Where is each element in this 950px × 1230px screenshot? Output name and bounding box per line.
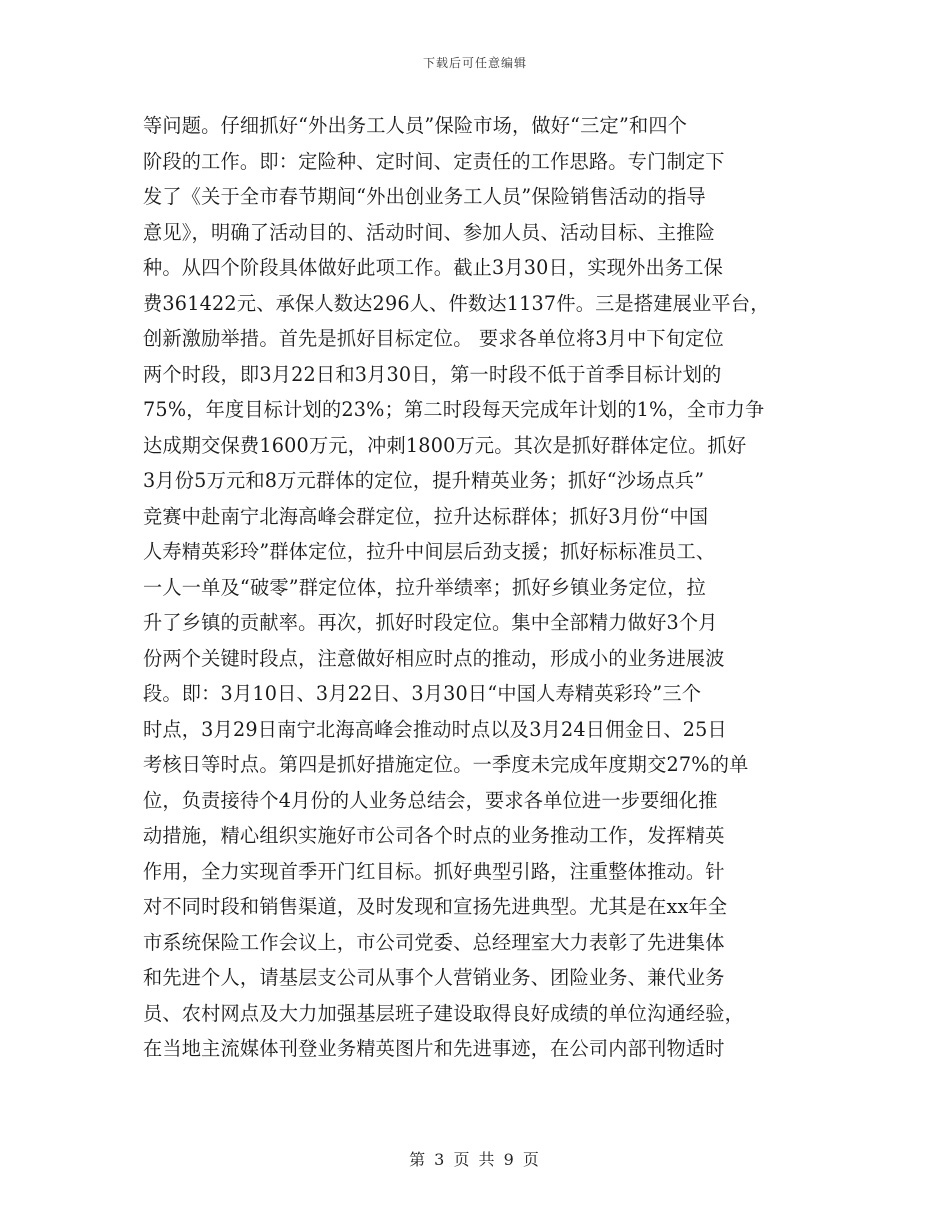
text-line: 75%，年度目标计划的23%；第二时段每天完成年计划的1%，全市力争 [143, 398, 765, 421]
text-line: 阶段的工作。即：定险种、定时间、定责任的工作思路。专门制定下 [143, 149, 725, 173]
text-line: 位，负责接待个4月份的人业务总结会，要求各单位进一步要细化推 [143, 788, 718, 812]
text-line: 两个时段，即3月22日和3月30日，第一时段不低于首季目标计划的 [143, 362, 722, 386]
text-line: 人寿精英彩玲”群体定位，拉升中间层后劲支援；抓好标标准员工、 [143, 540, 716, 563]
text-line: 时点，3月29日南宁北海高峰会推动时点以及3月24日佣金日、25日 [143, 717, 727, 741]
text-line: 等问题。仔细抓好“外出务工人员”保险市场，做好“三定”和四个 [143, 114, 688, 137]
text-line: 费361422元、承保人数达296人、件数达1137件。三是搭建展业平台， [143, 291, 770, 315]
text-line: 作用，全力实现首季开门红目标。抓好典型引路，注重整体推动。针 [143, 859, 725, 883]
text-line: 对不同时段和销售渠道，及时发现和宣扬先进典型。尤其是在xx年全 [143, 895, 728, 918]
text-line: 发了《关于全市春节期间“外出创业务工人员”保险销售活动的指导 [143, 185, 706, 208]
text-line: 段。即：3月10日、3月22日、3月30日“中国人寿精英彩玲”三个 [143, 682, 702, 705]
text-line: 升了乡镇的贡献率。再次，抓好时段定位。集中全部精力做好3个月 [143, 611, 718, 634]
text-line: 在当地主流媒体刊登业务精英图片和先进事迹，在公司内部刊物适时 [143, 1037, 725, 1060]
text-line: 种。从四个阶段具体做好此项工作。截止3月30日，实现外出务工保 [143, 256, 724, 279]
page-footer: 第 3 页 共 9 页 [409, 1150, 541, 1169]
text-line: 达成期交保费1600万元，冲刺1800万元。其次是抓好群体定位。抓好 [143, 433, 747, 457]
text-line: 市系统保险工作会议上，市公司党委、总经理室大力表彰了先进集体 [143, 930, 725, 954]
text-line: 动措施，精心组织实施好市公司各个时点的业务推动工作，发挥精英 [143, 824, 725, 847]
page-header-note: 下载后可任意编辑 [422, 56, 527, 70]
text-line: 一人一单及“破零”群定位体，拉升举绩率；抓好乡镇业务定位，拉 [143, 575, 706, 599]
text-line: 考核日等时点。第四是抓好措施定位。一季度未完成年度期交27%的单 [143, 753, 749, 776]
text-line: 意见》，明确了活动目的、活动时间、参加人员、活动目标、主推险 [143, 220, 716, 244]
text-line: 份两个关键时段点，注意做好相应时点的推动，形成小的业务进展波 [143, 646, 725, 670]
text-line: 创新激励举措。首先是抓好目标定位。 要求各单位将3月中下旬定位 [143, 327, 724, 350]
text-line: 和先进个人，请基层支公司从事个人营销业务、团险业务、兼代业务 [143, 966, 725, 989]
text-line: 竞赛中赴南宁北海高峰会群定位，拉升达标群体；抓好3月份“中国 [143, 504, 709, 528]
document-body [143, 108, 833, 1067]
text-line: 员、农村网点及大力加强基层班子建设取得良好成绩的单位沟通经验， [143, 1001, 745, 1025]
text-line: 3月份5万元和8万元群体的定位，提升精英业务；抓好“沙场点兵” [143, 469, 705, 492]
